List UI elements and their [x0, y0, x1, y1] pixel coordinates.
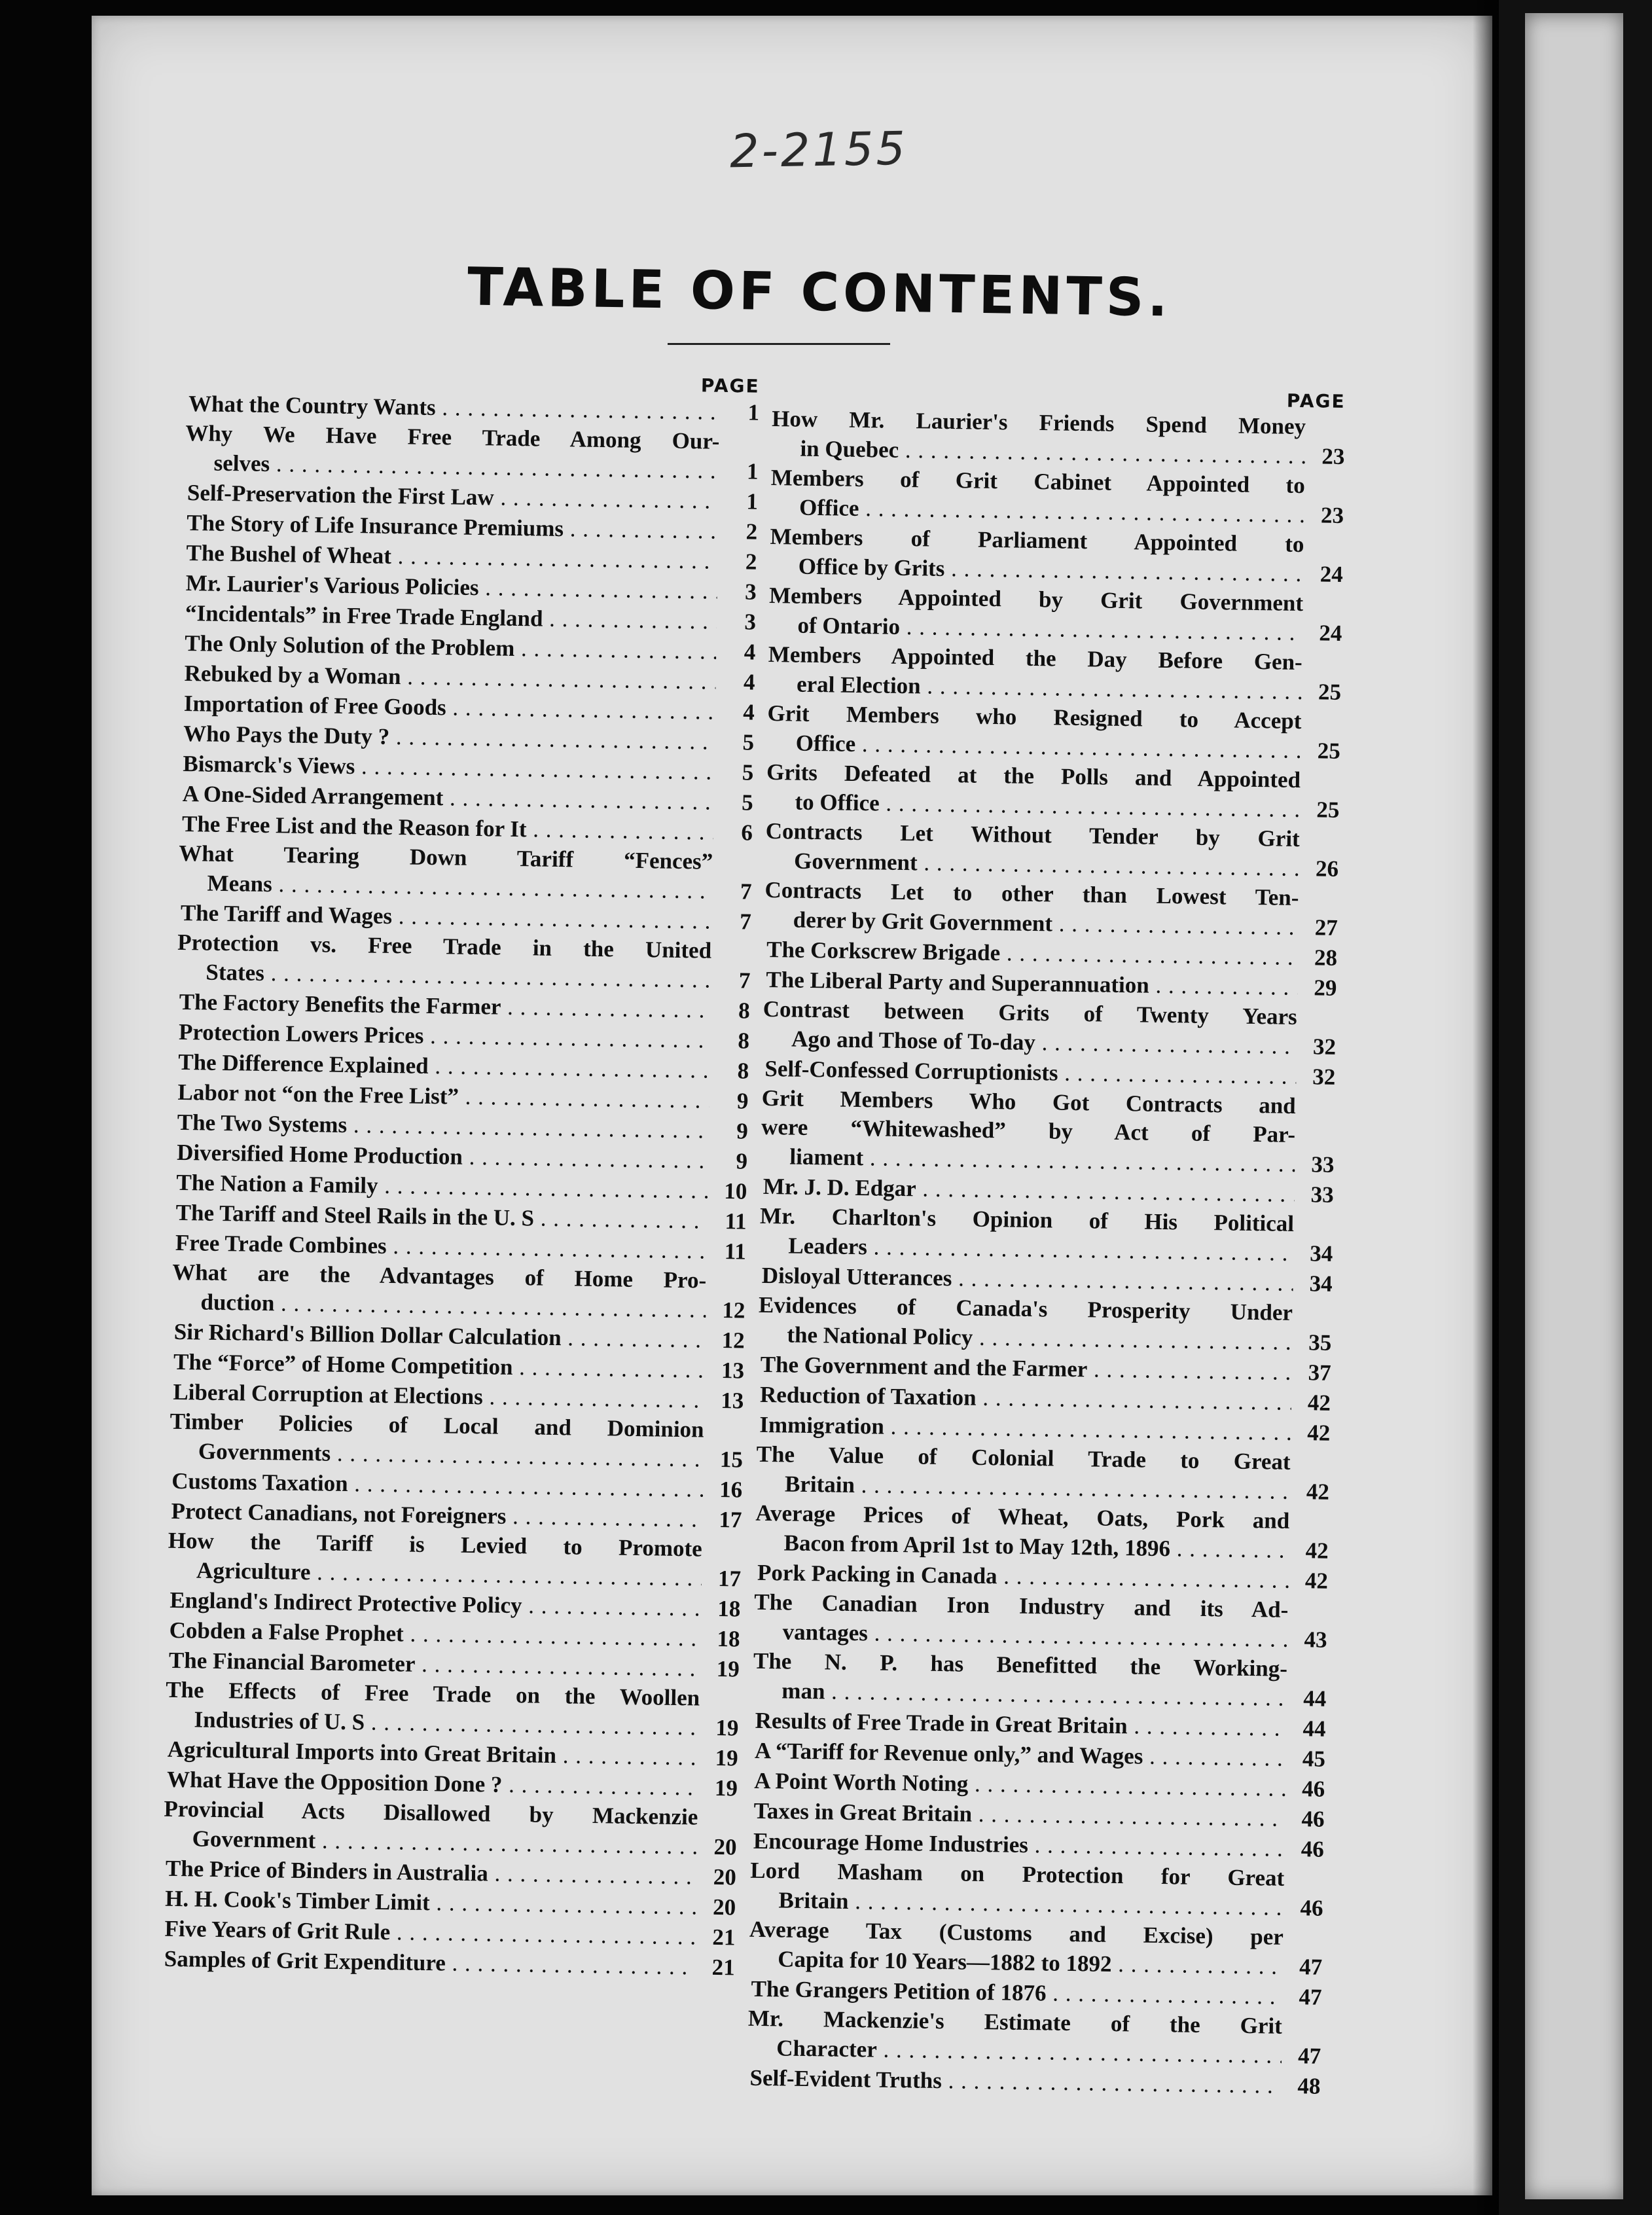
toc-entry-title: The Factory Benefits the Farmer . . . [179, 987, 711, 1026]
toc-page-number: 17 [719, 1506, 742, 1533]
toc-page-number: 46 [1300, 1895, 1323, 1921]
toc-entry-title: Pork Packing in Canada . . . [757, 1558, 1289, 1596]
toc-entry-title: What Have the Opposition Done ? . . . [167, 1765, 699, 1803]
toc-entry-title-line: Grit Members Who Got Contracts and [761, 1085, 1296, 1119]
toc-entry-title: Government . . . [189, 1824, 698, 1862]
toc-entry-title-line: Why We Have Free Trade Among Our- [185, 420, 720, 454]
toc-entry-title: States . . . [203, 958, 711, 996]
toc-page-number: 9 [736, 1088, 749, 1114]
toc-page-number: 3 [744, 579, 757, 605]
toc-entry [771, 405, 1348, 472]
toc-page-number: 46 [1301, 1836, 1325, 1862]
toc-page-number: 25 [1316, 797, 1340, 823]
toc-page-number: 1 [747, 399, 760, 425]
toc-entry-title-line: Provincial Acts Disallowed by Mackenzie [164, 1795, 698, 1830]
toc-entry-title: Bismarck's Views . . . [183, 749, 715, 787]
toc-entry-list [747, 405, 1348, 2102]
toc-entry [756, 1440, 1333, 1507]
toc-page-number: 19 [715, 1714, 739, 1741]
toc-entry [753, 1647, 1329, 1714]
toc-page-number: 19 [716, 1655, 740, 1682]
toc-page-number: 7 [738, 967, 751, 994]
toc-page-number: 42 [1306, 1479, 1330, 1505]
toc-entry-title: Mr. J. D. Edgar . . . [763, 1172, 1295, 1210]
toc-entry-title-line: What Tearing Down Tariff “Fences” [179, 840, 713, 874]
toc-page-number: 5 [742, 729, 755, 755]
toc-entry-title: Britain . . . [782, 1469, 1291, 1507]
toc-entry-title: Cobden a False Prophet . . . [169, 1615, 701, 1654]
toc-entry [761, 1084, 1338, 1180]
handwritten-catalog-number: 2-2155 [729, 121, 908, 179]
page-column-header: PAGE [1286, 389, 1346, 412]
adjacent-page-strip [1525, 13, 1623, 2199]
toc-entry-title: man . . . [779, 1676, 1287, 1714]
toc-entry-title-line: How Mr. Laurier's Friends Spend Money [771, 405, 1306, 440]
toc-entry-title: England's Indirect Protective Policy . . . [170, 1585, 702, 1624]
toc-page-number: 23 [1320, 502, 1344, 528]
toc-page-number: 32 [1312, 1064, 1336, 1090]
toc-entry-title: The Grangers Petition of 1876 . . . [751, 1974, 1283, 2012]
toc-entry-title: Sir Richard's Billion Dollar Calculation . . . [173, 1317, 706, 1356]
toc-page-number: 2 [745, 518, 758, 545]
toc-entry-title: Free Trade Combines . . . [175, 1228, 708, 1267]
toc-entry-title-line: The Canadian Iron Industry and its Ad- [754, 1589, 1289, 1623]
toc-entry-title: The Liberal Party and Superannuation . . . [766, 965, 1298, 1003]
toc-right-column [747, 382, 1348, 2102]
toc-page-number: 47 [1299, 1984, 1322, 2010]
toc-page-number: 4 [744, 639, 756, 665]
toc-entry [185, 419, 761, 487]
toc-page-number: 8 [738, 998, 750, 1024]
toc-entry-title: Five Years of Grit Rule . . . [164, 1914, 696, 1953]
toc-entry-title: A Point Worth Noting . . . [754, 1766, 1286, 1804]
toc-entry [178, 839, 755, 907]
toc-entry [171, 1258, 748, 1326]
toc-page-number: 25 [1318, 679, 1342, 705]
toc-entry [768, 581, 1345, 649]
toc-page-number: 18 [717, 1595, 741, 1622]
toc-page-number: 17 [717, 1565, 742, 1592]
toc-page-number: 44 [1302, 1716, 1326, 1742]
toc-entry-title: Labor not “on the Free List” . . . [177, 1077, 709, 1116]
toc-page-number: 10 [724, 1178, 747, 1204]
toc-entry [759, 1202, 1336, 1269]
toc-entry-title: The Nation a Family . . . [176, 1168, 708, 1206]
toc-entry-title-line: What are the Advantages of Home Pro- [171, 1259, 707, 1293]
toc-page-number: 43 [1304, 1627, 1327, 1653]
toc-entry-title-line: Lord Masham on Protection for Great [749, 1857, 1285, 1891]
toc-page-number: 4 [743, 699, 755, 725]
toc-entry [769, 522, 1346, 590]
toc-entry [768, 640, 1344, 708]
toc-entry [165, 1676, 742, 1744]
toc-page-number: 24 [1320, 561, 1344, 587]
toc-entry-title: Who Pays the Duty ? . . . [183, 719, 715, 757]
toc-entry-title-line: Mr. Mackenzie's Estimate of the Grit [747, 2005, 1283, 2039]
toc-entry-title-line: Grit Members who Resigned to Accept [767, 700, 1302, 734]
toc-entry-title: Results of Free Trade in Great Britain . . . [755, 1706, 1287, 1744]
toc-entry [168, 1526, 744, 1594]
toc-entry-title: liament . . . [787, 1142, 1295, 1180]
toc-entry-title-line: Contracts Let Without Tender by Grit [765, 818, 1301, 852]
toc-entry-title: of Ontario . . . [795, 611, 1303, 649]
toc-entry-title: Reduction of Taxation . . . [760, 1380, 1292, 1418]
toc-entry-title: Self-Preservation the First Law . . . [187, 478, 719, 516]
toc-page-number: 47 [1299, 1954, 1323, 1980]
toc-page-number: 28 [1314, 945, 1338, 971]
toc-entry-title: The “Force” of Home Competition . . . [173, 1347, 706, 1386]
toc-entry [177, 928, 753, 996]
toc-entry-title: The Difference Explained . . . [178, 1047, 710, 1086]
toc-entry-title-line: Average Prices of Wheat, Oats, Pork and [755, 1500, 1290, 1534]
toc-entry-title: derer by Grit Government . . . [790, 905, 1299, 943]
toc-page-number: 47 [1297, 2043, 1321, 2069]
toc-page-number: 46 [1301, 1806, 1325, 1832]
toc-entry [766, 758, 1342, 825]
toc-entry-title-line: were “Whitewashed” by Act of Par- [761, 1113, 1296, 1147]
toc-page-number: 24 [1319, 620, 1342, 646]
toc-entry [163, 1795, 740, 1863]
toc-page-number: 1 [746, 458, 759, 484]
toc-page-number: 27 [1314, 914, 1338, 941]
toc-entry-title: Encourage Home Industries . . . [753, 1826, 1285, 1864]
toc-entry-title: Diversified Home Production . . . [177, 1138, 709, 1176]
toc-entry-title: Office . . . [793, 729, 1301, 766]
toc-page-number: 20 [713, 1864, 737, 1890]
toc-page-number: 20 [712, 1894, 736, 1920]
toc-page-number: 4 [743, 669, 755, 695]
toc-entry-title: The Two Systems . . . [177, 1108, 709, 1146]
toc-entry [758, 1291, 1335, 1358]
toc-entry [755, 1499, 1331, 1566]
toc-page-number: 5 [741, 789, 753, 816]
toc-page-number: 23 [1321, 443, 1345, 469]
toc-page-number: 18 [717, 1625, 740, 1652]
toc-entry-title: The Only Solution of the Problem . . . [185, 628, 717, 667]
toc-entry-title: in Quebec . . . [797, 434, 1306, 472]
toc-entry-title: The Corkscrew Brigade . . . [766, 935, 1299, 973]
toc-entry [765, 817, 1342, 884]
page-title: TABLE OF CONTENTS. [467, 256, 1172, 329]
toc-entry-title: Samples of Grit Expenditure . . . [164, 1944, 696, 1983]
toc-entry-title-line: Evidences of Canada's Prosperity Under [758, 1291, 1293, 1325]
toc-entry-title: selves . . . [211, 448, 719, 486]
toc-page-number: 16 [719, 1477, 743, 1503]
title-divider [668, 343, 890, 345]
toc-entry-title: The Price of Binders in Australia . . . [166, 1854, 698, 1892]
toc-entry [753, 1588, 1330, 1655]
toc-page-number: 7 [739, 909, 752, 935]
toc-page-number: 20 [713, 1833, 737, 1860]
toc-page-number: 29 [1314, 975, 1337, 1001]
toc-entry-title-line: Timber Policies of Local and Dominion [170, 1408, 704, 1443]
toc-entry-title: Mr. Laurier's Various Policies . . . [185, 568, 717, 607]
toc-page-number: 9 [736, 1118, 749, 1144]
toc-entry-title: The Government and the Farmer . . . [760, 1350, 1292, 1388]
toc-page-number: 33 [1310, 1181, 1334, 1208]
toc-page-number: 34 [1309, 1270, 1333, 1297]
toc-entry-title: Taxes in Great Britain . . . [753, 1796, 1285, 1834]
toc-page-number: 8 [737, 1058, 749, 1084]
toc-page-number: 2 [745, 549, 757, 575]
toc-entry-title: Government . . . [791, 846, 1300, 884]
toc-page-number: 15 [719, 1447, 744, 1473]
toc-entry-title-line: Protection vs. Free Trade in the United [177, 929, 712, 963]
toc-page-number: 45 [1302, 1746, 1326, 1772]
toc-page-number: 42 [1304, 1568, 1329, 1594]
toc-page-number: 9 [736, 1148, 748, 1174]
toc-page-number: 19 [714, 1774, 738, 1801]
toc-page-number: 12 [721, 1327, 745, 1354]
toc-page-number: 6 [741, 819, 753, 846]
toc-page-number: 21 [711, 1954, 735, 1981]
toc-entry [764, 876, 1340, 943]
toc-page-number: 11 [725, 1208, 747, 1234]
toc-entry-title: duction . . . [198, 1287, 706, 1325]
toc-left-column [161, 367, 762, 1983]
toc-entry-title-line: Members of Grit Cabinet Appointed to [770, 464, 1306, 499]
toc-entry-title: Disloyal Utterances . . . [761, 1261, 1293, 1299]
toc-entry-title: Capita for 10 Years—1882 to 1892 . . . [775, 1944, 1284, 1982]
toc-entry-title-line: The N. P. has Benefitted the Working- [753, 1648, 1288, 1682]
toc-entry-title: Agricultural Imports into Great Britain . . . [167, 1735, 699, 1773]
toc-entry-title: The Tariff and Steel Rails in the U. S . . . [175, 1198, 708, 1236]
toc-entry-title-line: Contrast between Grits of Twenty Years [763, 996, 1297, 1030]
toc-entry-list [161, 389, 762, 1983]
toc-page-number: 12 [722, 1297, 745, 1324]
toc-entry-title-line: Members Appointed by Grit Government [768, 582, 1304, 617]
toc-entry-title: The Tariff and Wages . . . [181, 898, 713, 937]
toc-entry-title: Self-Confessed Corruptionists . . . [764, 1054, 1297, 1092]
toc-page-number: 25 [1317, 738, 1341, 764]
toc-entry-title: Bacon from April 1st to May 12th, 1896 . . . [781, 1528, 1289, 1566]
toc-page-number: 42 [1307, 1390, 1331, 1416]
toc-entry-title-line: Mr. Charlton's Opinion of His Political [759, 1202, 1295, 1236]
toc-entry-title: Rebuked by a Woman . . . [184, 658, 716, 697]
toc-entry-title: Office . . . [797, 493, 1305, 531]
toc-entry-title-line: Grits Defeated at the Polls and Appointed [766, 759, 1301, 793]
toc-page-number: 8 [738, 1028, 750, 1054]
page-column-header: PAGE [700, 374, 760, 397]
toc-page-number: 21 [712, 1924, 736, 1951]
toc-page-number: 13 [720, 1388, 744, 1414]
toc-entry-title-line: Members of Parliament Appointed to [770, 523, 1304, 558]
toc-entry-title: The Story of Life Insurance Premiums . . . [187, 508, 719, 547]
toc-entry-title: Leaders . . . [785, 1231, 1294, 1269]
toc-entry-title: Importation of Free Goods . . . [184, 689, 716, 727]
toc-entry [770, 463, 1347, 531]
toc-page-number: 11 [724, 1238, 747, 1265]
toc-entry-title-line: How the Tariff is Levied to Promote [168, 1527, 703, 1562]
toc-entry [170, 1407, 746, 1475]
toc-entry-title-line: The Effects of Free Trade on the Woollen [165, 1676, 700, 1711]
toc-page-number: 33 [1311, 1151, 1335, 1178]
toc-entry [763, 995, 1339, 1062]
toc-entry-title: The Financial Barometer . . . [169, 1646, 701, 1684]
toc-page-number: 42 [1305, 1538, 1329, 1564]
toc-page-number: 26 [1315, 855, 1339, 882]
toc-entry [749, 1915, 1325, 1983]
toc-entry-title: Office by Grits . . . [795, 552, 1304, 590]
toc-page-number: 19 [715, 1744, 739, 1771]
toc-page-number: 35 [1308, 1329, 1332, 1356]
toc-page-number: 13 [721, 1358, 745, 1384]
toc-entry [747, 2004, 1324, 2072]
toc-entry-title: Britain . . . [776, 1885, 1284, 1923]
toc-entry-title: The Free List and the Reason for It . . . [182, 809, 714, 848]
toc-page-number: 34 [1310, 1240, 1333, 1267]
toc-page-number: 46 [1301, 1776, 1325, 1802]
toc-entry-title: Industries of U. S . . . [191, 1704, 700, 1742]
toc-entry-title: A “Tariff for Revenue only,” and Wages . . . [755, 1736, 1287, 1774]
toc-entry-title: Immigration . . . [759, 1410, 1291, 1448]
toc-entry [749, 1856, 1326, 1924]
toc-entry-title: The Bushel of Wheat . . . [186, 538, 718, 577]
toc-entry-title: vantages . . . [780, 1617, 1288, 1655]
toc-entry-title-line: Contracts Let to other than Lowest Ten- [764, 876, 1299, 911]
toc-page-number: 48 [1297, 2073, 1321, 2099]
toc-entry-title: “Incidentals” in Free Trade England . . . [185, 598, 717, 637]
toc-entry-title: to Office . . . [792, 787, 1301, 825]
toc-entry-title: Liberal Corruption at Elections . . . [173, 1377, 705, 1416]
toc-entry-title: Self-Evident Truths . . . [749, 2063, 1282, 2101]
toc-entry-title-line: Average Tax (Customs and Excise) per [749, 1916, 1284, 1950]
toc-entry-title: Governments . . . [196, 1436, 704, 1474]
toc-page-number: 37 [1308, 1360, 1331, 1386]
toc-entry-title: Protection Lowers Prices . . . [179, 1017, 711, 1056]
toc-entry-title: H. H. Cook's Timber Limit . . . [165, 1884, 697, 1922]
toc-entry [766, 699, 1343, 766]
toc-page-number: 7 [740, 878, 752, 905]
toc-entry-title: Means . . . [204, 869, 713, 907]
toc-entry-title: the National Policy . . . [784, 1320, 1293, 1358]
toc-page-number: 1 [746, 488, 759, 514]
toc-page-number: 32 [1312, 1034, 1337, 1060]
toc-entry-title: What the Country Wants . . . [189, 389, 721, 427]
toc-entry-title-line: The Value of Colonial Trade to Great [756, 1441, 1291, 1475]
toc-entry-title: Ago and Those of To-day . . . [789, 1024, 1297, 1062]
toc-entry-title-line: Members Appointed the Day Before Gen- [768, 641, 1303, 675]
toc-page-number: 44 [1302, 1685, 1327, 1712]
toc-page-number: 42 [1306, 1420, 1331, 1446]
toc-entry-title: Protect Canadians, not Foreigners . . . [171, 1496, 703, 1535]
toc-entry-title: Customs Taxation . . . [171, 1466, 704, 1505]
toc-entry-title: eral Election . . . [794, 670, 1302, 708]
toc-page-number: 3 [744, 609, 757, 635]
toc-entry-title: A One-Sided Arrangement . . . [182, 779, 714, 818]
toc-entry-title: Agriculture . . . [194, 1555, 702, 1593]
toc-page-number: 5 [742, 759, 754, 785]
toc-entry-title: Character . . . [774, 2033, 1282, 2071]
